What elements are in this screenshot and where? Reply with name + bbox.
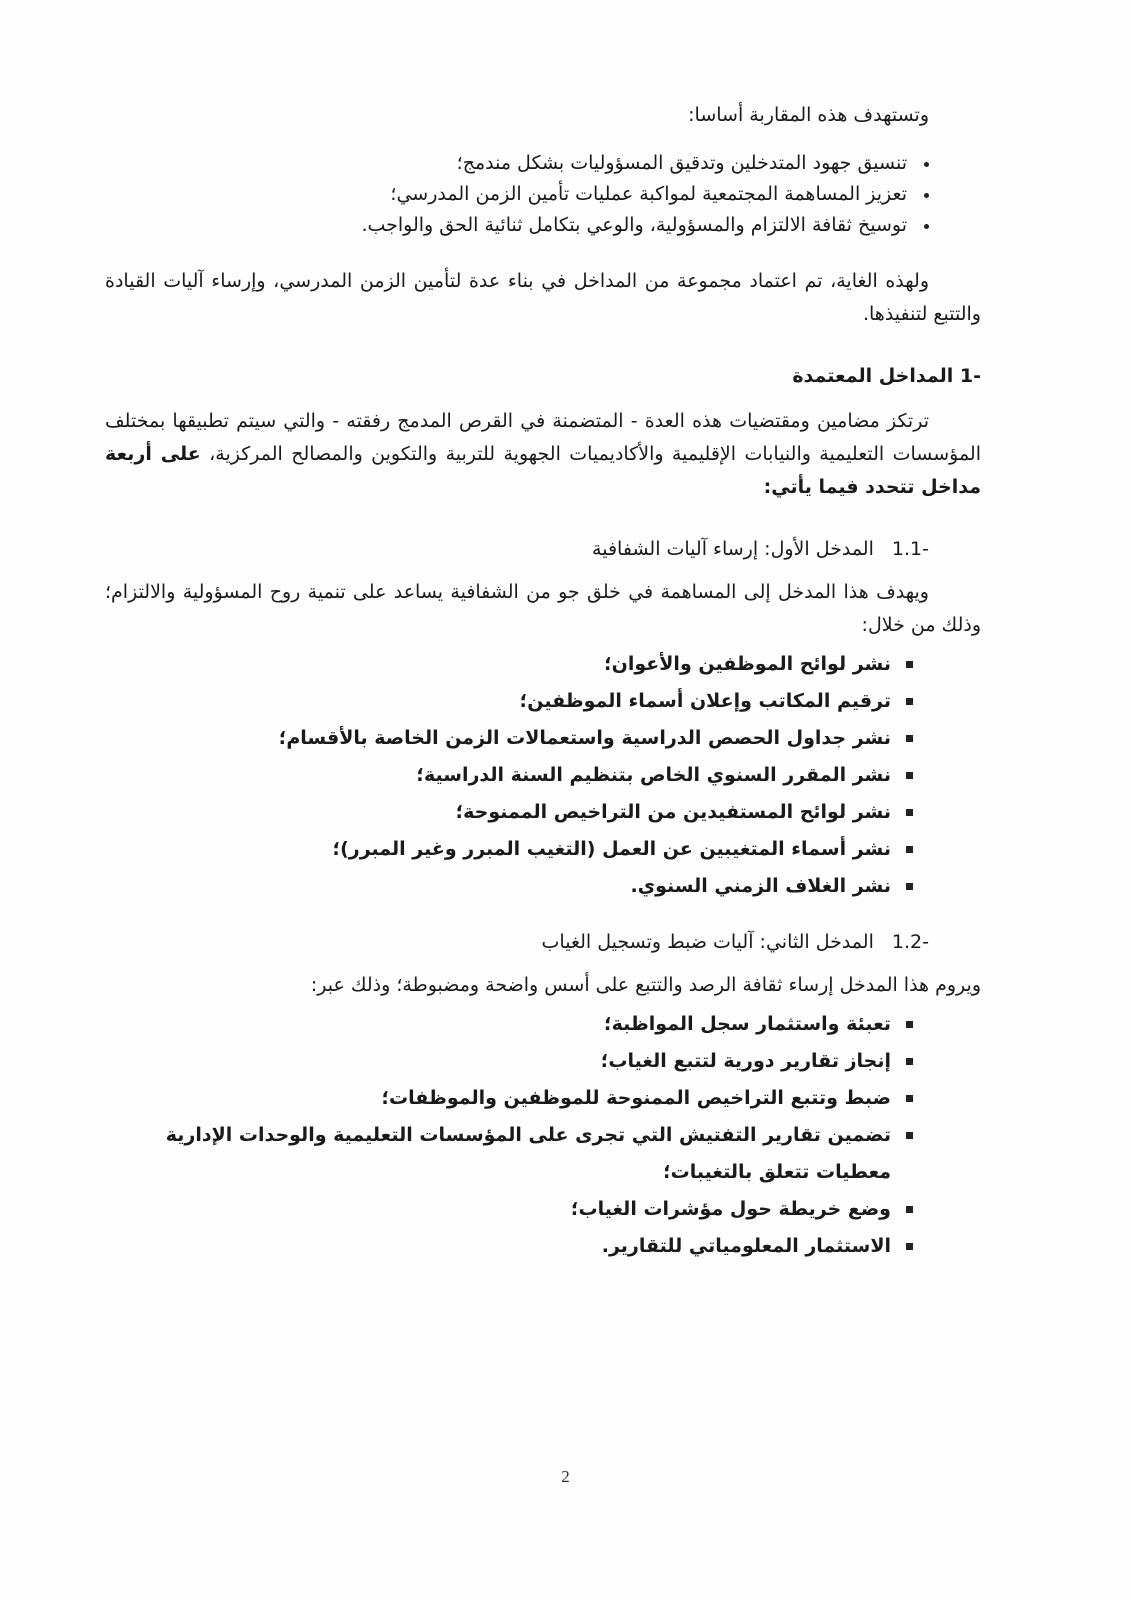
transparency-list <box>105 646 981 905</box>
list-item: نشر لوائح الموظفين والأعوان؛ <box>105 646 913 683</box>
section-paragraph-emphasis: على أربعة مداخل تتحدد فيما يأتي: <box>105 443 981 498</box>
page-content <box>105 100 981 1287</box>
list-item: نشر أسماء المتغيبين عن العمل (التغيب المبرر وغير المبرر)؛ <box>105 831 913 868</box>
list-item: تعبئة واستثمار سجل المواظبة؛ <box>105 1006 913 1043</box>
page-number: 2 <box>561 1467 570 1486</box>
intro-sentence: وتستهدف هذه المقاربة أساسا: <box>688 104 929 126</box>
subsection-number: -1.2 <box>891 931 929 953</box>
subsection-label: المدخل الثاني: <box>759 931 874 953</box>
list-item: تنسيق جهود المتدخلين وتدقيق المسؤوليات بشكل مندمج؛ <box>105 148 929 179</box>
list-item: ضبط وتتبع التراخيص الممنوحة للموظفين والموظفات؛ <box>105 1080 913 1117</box>
list-item: ترقيم المكاتب وإعلان أسماء الموظفين؛ <box>105 683 913 720</box>
goals-list <box>105 148 981 241</box>
list-item: نشر المقرر السنوي الخاص بتنظيم السنة الدراسية؛ <box>105 757 913 794</box>
subsection-title: آليات ضبط وتسجيل الغياب <box>541 931 754 953</box>
list-item: توسيخ ثقافة الالتزام والمسؤولية، والوعي بتكامل ثنائية الحق والواجب. <box>105 210 929 241</box>
list-item: تعزيز المساهمة المجتمعية لمواكبة عمليات تأمين الزمن المدرسي؛ <box>105 179 929 210</box>
subsection-paragraph: ويهدف هذا المدخل إلى المساهمة في خلق جو من الشفافية يساعد على تنمية روح المسؤولية والالتزام؛ وذلك من خلال: <box>105 581 981 636</box>
section-paragraph <box>105 405 981 504</box>
subsection-heading <box>105 927 929 957</box>
section-paragraph-text: ترتكز مضامين ومقتضيات هذه العدة - المتضمنة في القرص المدمج رفقته - والتي سيتم تطبيقها بمختلف المؤسسات التعليمية والنيابات الإقليمية والأكاديميات الجهوية للتربية والتكوين والمصالح المركزية، <box>105 410 981 465</box>
list-item: نشر الغلاف الزمني السنوي. <box>105 868 913 905</box>
subsection-heading <box>105 534 929 564</box>
list-item: الاستثمار المعلومياتي للتقارير. <box>105 1228 913 1265</box>
subsection-number: -1.1 <box>891 538 929 560</box>
section-heading <box>105 361 981 391</box>
list-item: نشر جداول الحصص الدراسية واستعمالات الزمن الخاصة بالأقسام؛ <box>105 720 913 757</box>
section-number: -1 <box>959 365 981 387</box>
list-item: وضع خريطة حول مؤشرات الغياب؛ <box>105 1191 913 1228</box>
purpose-paragraph: ولهذه الغاية، تم اعتماد مجموعة من المداخل في بناء عدة لتأمين الزمن المدرسي، وإرساء آليات القيادة والتتبع لتنفيذها. <box>105 270 981 325</box>
subsection-paragraph: ويروم هذا المدخل إرساء ثقافة الرصد والتتبع على أسس واضحة ومضبوطة؛ وذلك عبر: <box>310 974 981 996</box>
subsection-label: المدخل الأول: <box>764 538 874 560</box>
subsection-title: إرساء آليات الشفافية <box>592 538 759 560</box>
absence-control-list <box>105 1006 981 1265</box>
list-item: نشر لوائح المستفيدين من التراخيص الممنوحة؛ <box>105 794 913 831</box>
list-item: تضمين تقارير التفتيش التي تجرى على المؤسسات التعليمية والوحدات الإدارية معطيات تتعلق بالتغيبات؛ <box>105 1117 913 1191</box>
list-item: إنجاز تقارير دورية لتتبع الغياب؛ <box>105 1043 913 1080</box>
section-title: المداخل المعتمدة <box>792 365 954 387</box>
